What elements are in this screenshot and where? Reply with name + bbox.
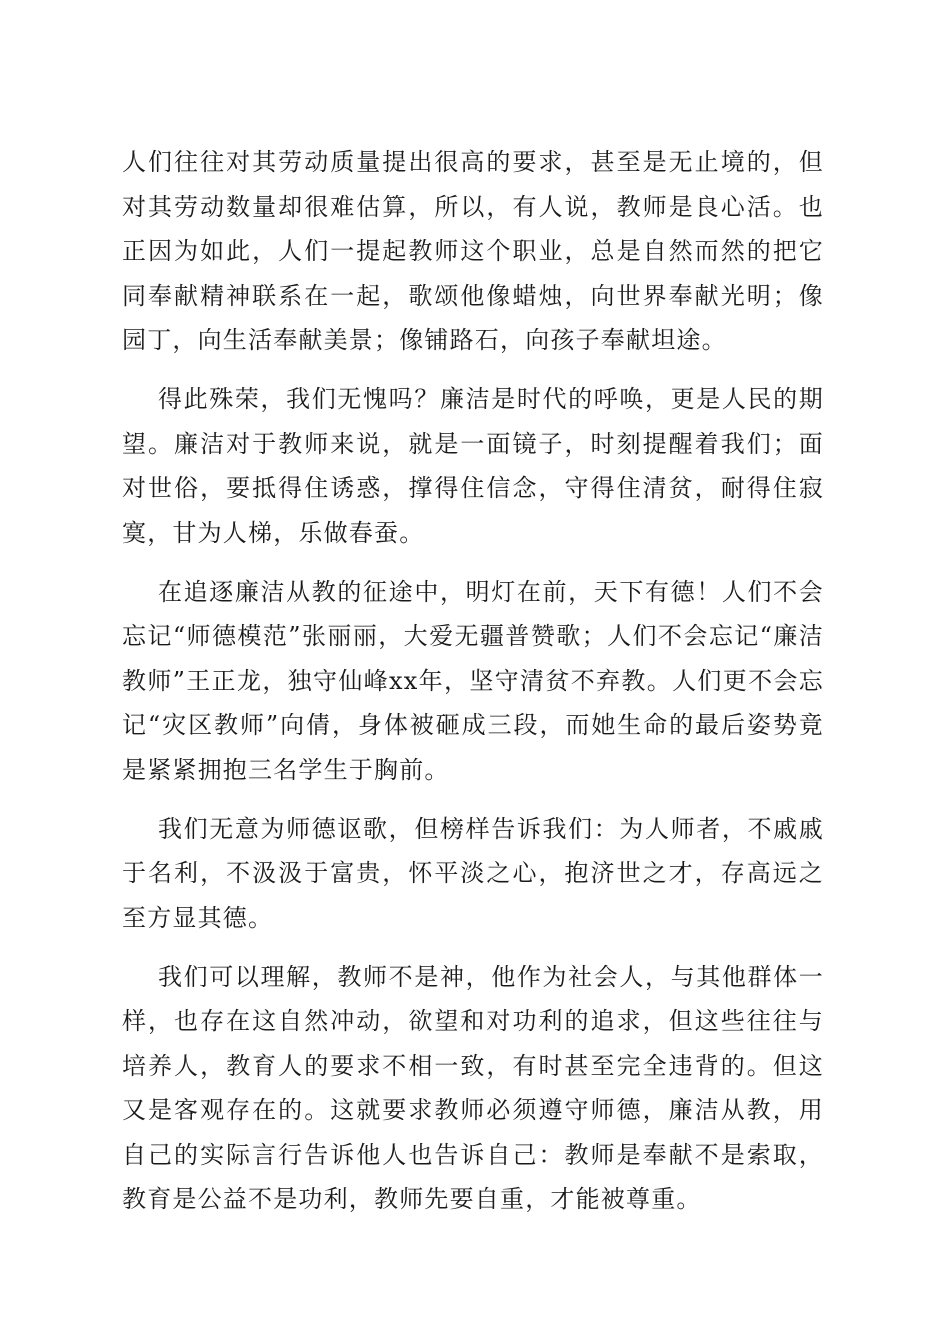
paragraph-2: 得此殊荣，我们无愧吗？廉洁是时代的呼唤，更是人民的期望。廉洁对于教师来说，就是一面镜子，时刻提醒着我们；面对世俗，要抵得住诱惑，撑得住信念，守得住清贫，耐得住寂寞，甘为人梯，乐做春蚕。: [122, 385, 824, 547]
paragraph-1: 人们往往对其劳动质量提出很高的要求，甚至是无止境的，但对其劳动数量却很难估算，所以，有人说，教师是良心活。也正因为如此，人们一提起教师这个职业，总是自然而然的把它同奉献精神联系在一起，歌颂他像蜡烛，向世界奉献光明；像园丁，向生活奉献美景；像铺路石，向孩子奉献坦途。: [122, 148, 824, 354]
paragraph-4: 我们无意为师德讴歌，但榜样告诉我们：为人师者，不戚戚于名利，不汲汲于富贵，怀平淡之心，抱济世之才，存高远之至方显其德。: [122, 814, 824, 932]
document-body: [122, 140, 824, 1236]
paragraph-3: 在追逐廉洁从教的征途中，明灯在前，天下有德！人们不会忘记“师德模范”张丽丽，大爱无疆普赞歌；人们不会忘记“廉洁教师”王正龙，独守仙峰xx年，坚守清贫不弃教。人们更不会忘记“灾区教师”向倩，身体被砸成三段，而她生命的最后姿势竟是紧紧拥抱三名学生于胸前。: [122, 577, 824, 784]
paragraph-5: 我们可以理解，教师不是神，他作为社会人，与其他群体一样，也存在这自然冲动，欲望和对功利的追求，但这些往往与培养人，教育人的要求不相一致，有时甚至完全违背的。但这又是客观存在的。这就要求教师必须遵守师德，廉洁从教，用自己的实际言行告诉他人也告诉自己：教师是奉献不是索取，教育是公益不是功利，教师先要自重，才能被尊重。: [122, 962, 824, 1213]
